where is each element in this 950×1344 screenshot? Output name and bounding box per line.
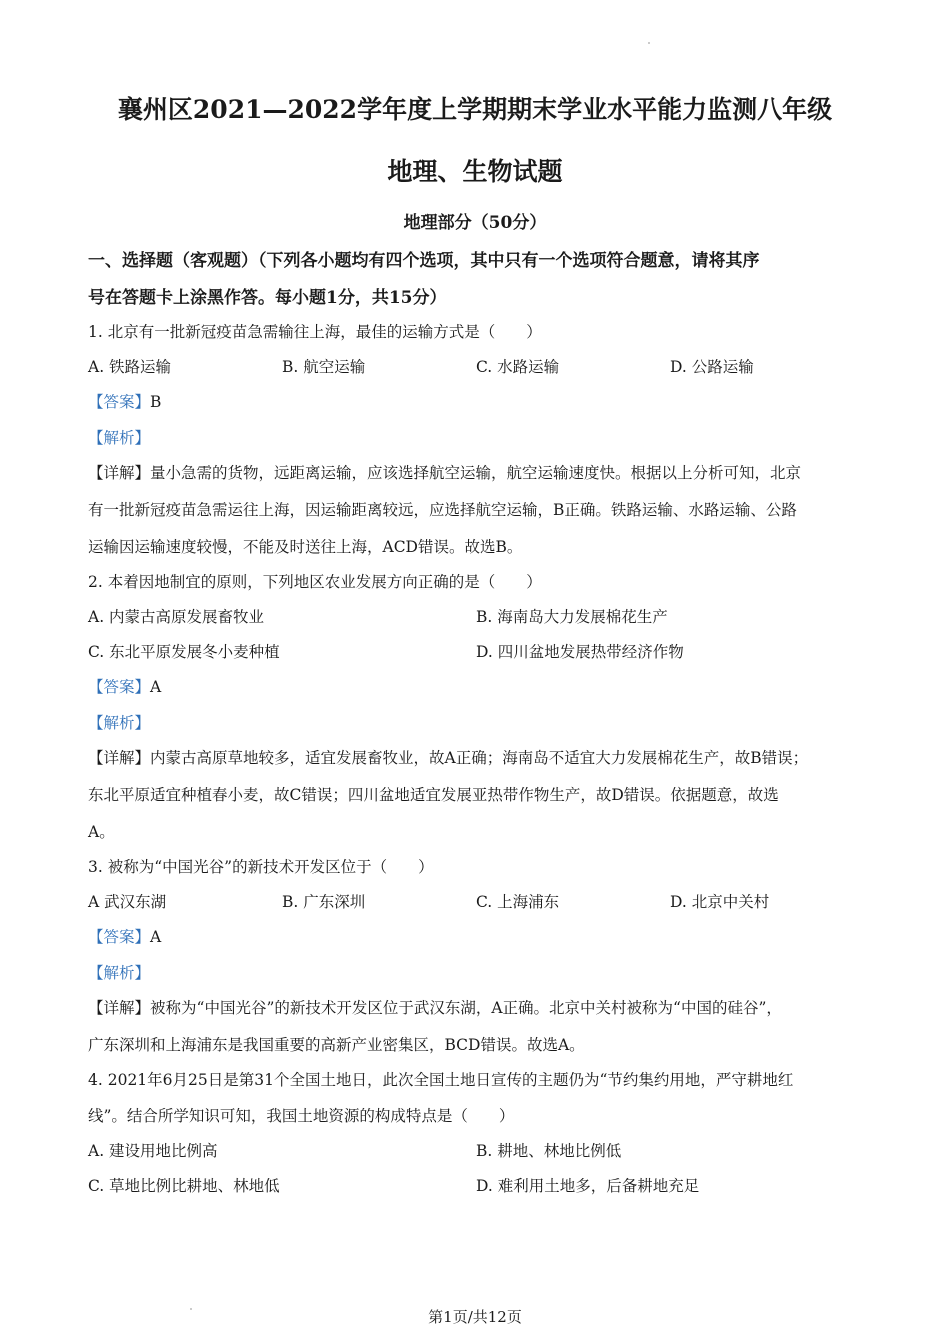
- answer-tag: 【答案】: [88, 393, 151, 411]
- q4-stem-line-2: 线”。结合所学知识可知，我国土地资源的构成特点是（ ）: [88, 1107, 515, 1125]
- q2-detail-line-1: [88, 746, 808, 768]
- q1-detail-text-1: 量小急需的货物，远距离运输，应该选择航空运输，航空运输速度快。根据以上分析可知，北京: [150, 464, 802, 482]
- q2-option-a: A. 内蒙古高原发展畜牧业: [88, 608, 265, 626]
- detail-tag: 【详解】: [88, 999, 151, 1017]
- title-line-1: 襄州区2021—2022学年度上学期期末学业水平能力监测八年级: [117, 95, 833, 124]
- detail-tag: 【详解】: [88, 749, 151, 767]
- q3-analysis-tag: 【解析】: [88, 964, 151, 982]
- q1-option-d: D. 公路运输: [670, 358, 754, 376]
- q1-analysis-tag: 【解析】: [88, 429, 151, 447]
- q2-stem: 2. 本着因地制宜的原则，下列地区农业发展方向正确的是（ ）: [88, 573, 542, 591]
- title-line-2: 地理、生物试题: [387, 157, 563, 186]
- answer-tag: 【答案】: [88, 678, 151, 696]
- q3-stem: 3. 被称为“中国光谷”的新技术开发区位于（ ）: [88, 858, 434, 876]
- q1-answer: [88, 390, 161, 412]
- q4-stem-line-1: 4. 2021年6月25日是第31个全国土地日，此次全国土地日宣传的主题仍为“节约集约用地，严守耕地红: [88, 1071, 794, 1089]
- q3-detail-text-1: 被称为“中国光谷”的新技术开发区位于武汉东湖，A正确。北京中关村被称为“中国的硅谷”，: [150, 999, 782, 1017]
- q4-option-c: C. 草地比例比耕地、林地低: [88, 1177, 280, 1195]
- q1-stem: 1. 北京有一批新冠疫苗急需输往上海，最佳的运输方式是（ ）: [88, 323, 542, 341]
- q4-option-a: A. 建设用地比例高: [88, 1142, 218, 1160]
- q2-detail-line-2: 东北平原适宜种植春小麦，故C错误；四川盆地适宜发展亚热带作物生产，故D错误。依据题意，故选: [88, 786, 779, 804]
- section-heading-line-1: 一、选择题（客观题）（下列各小题均有四个选项，其中只有一个选项符合题意，请将其序: [88, 251, 760, 271]
- q2-detail-line-3: A。: [88, 823, 115, 841]
- q1-detail-line-3: 运输因运输速度较慢，不能及时送往上海，ACD错误。故选B。: [88, 538, 523, 556]
- q3-option-b: B. 广东深圳: [282, 893, 366, 911]
- page-number-footer: 第1页/共12页: [428, 1308, 522, 1326]
- q1-option-a: A. 铁路运输: [88, 358, 172, 376]
- q1-answer-value: B: [150, 393, 162, 411]
- q2-option-b: B. 海南岛大力发展棉花生产: [476, 608, 668, 626]
- q4-option-d: D. 难利用土地多，后备耕地充足: [476, 1177, 700, 1195]
- section-heading-line-2: 号在答题卡上涂黑作答。每小题1分，共15分）: [88, 288, 447, 308]
- q3-answer-value: A: [150, 928, 162, 946]
- q1-detail-line-1: [88, 461, 801, 483]
- q3-option-c: C. 上海浦东: [476, 893, 560, 911]
- answer-tag: 【答案】: [88, 928, 151, 946]
- q3-detail-line-1: [88, 996, 782, 1018]
- q2-answer: [88, 675, 161, 697]
- q2-answer-value: A: [150, 678, 162, 696]
- q3-option-a: A 武汉东湖: [88, 893, 167, 911]
- q2-analysis-tag: 【解析】: [88, 714, 151, 732]
- detail-tag: 【详解】: [88, 464, 151, 482]
- q2-option-d: D. 四川盆地发展热带经济作物: [476, 643, 684, 661]
- q3-detail-line-2: 广东深圳和上海浦东是我国重要的高新产业密集区，BCD错误。故选A。: [88, 1036, 585, 1054]
- q2-detail-text-1: 内蒙古高原草地较多，适宜发展畜牧业，故A正确；海南岛不适宜大力发展棉花生产，故B错误；: [150, 749, 809, 767]
- q1-detail-line-2: 有一批新冠疫苗急需运往上海，因运输距离较远，应选择航空运输，B正确。铁路运输、水路运输、公路: [88, 501, 797, 519]
- q2-option-c: C. 东北平原发展冬小麦种植: [88, 643, 280, 661]
- scan-speck: [648, 42, 650, 44]
- subtitle: 地理部分（50分）: [403, 213, 547, 233]
- q3-answer: [88, 925, 161, 947]
- q1-option-b: B. 航空运输: [282, 358, 366, 376]
- q3-option-d: D. 北京中关村: [670, 893, 770, 911]
- q4-option-b: B. 耕地、林地比例低: [476, 1142, 622, 1160]
- q1-option-c: C. 水路运输: [476, 358, 560, 376]
